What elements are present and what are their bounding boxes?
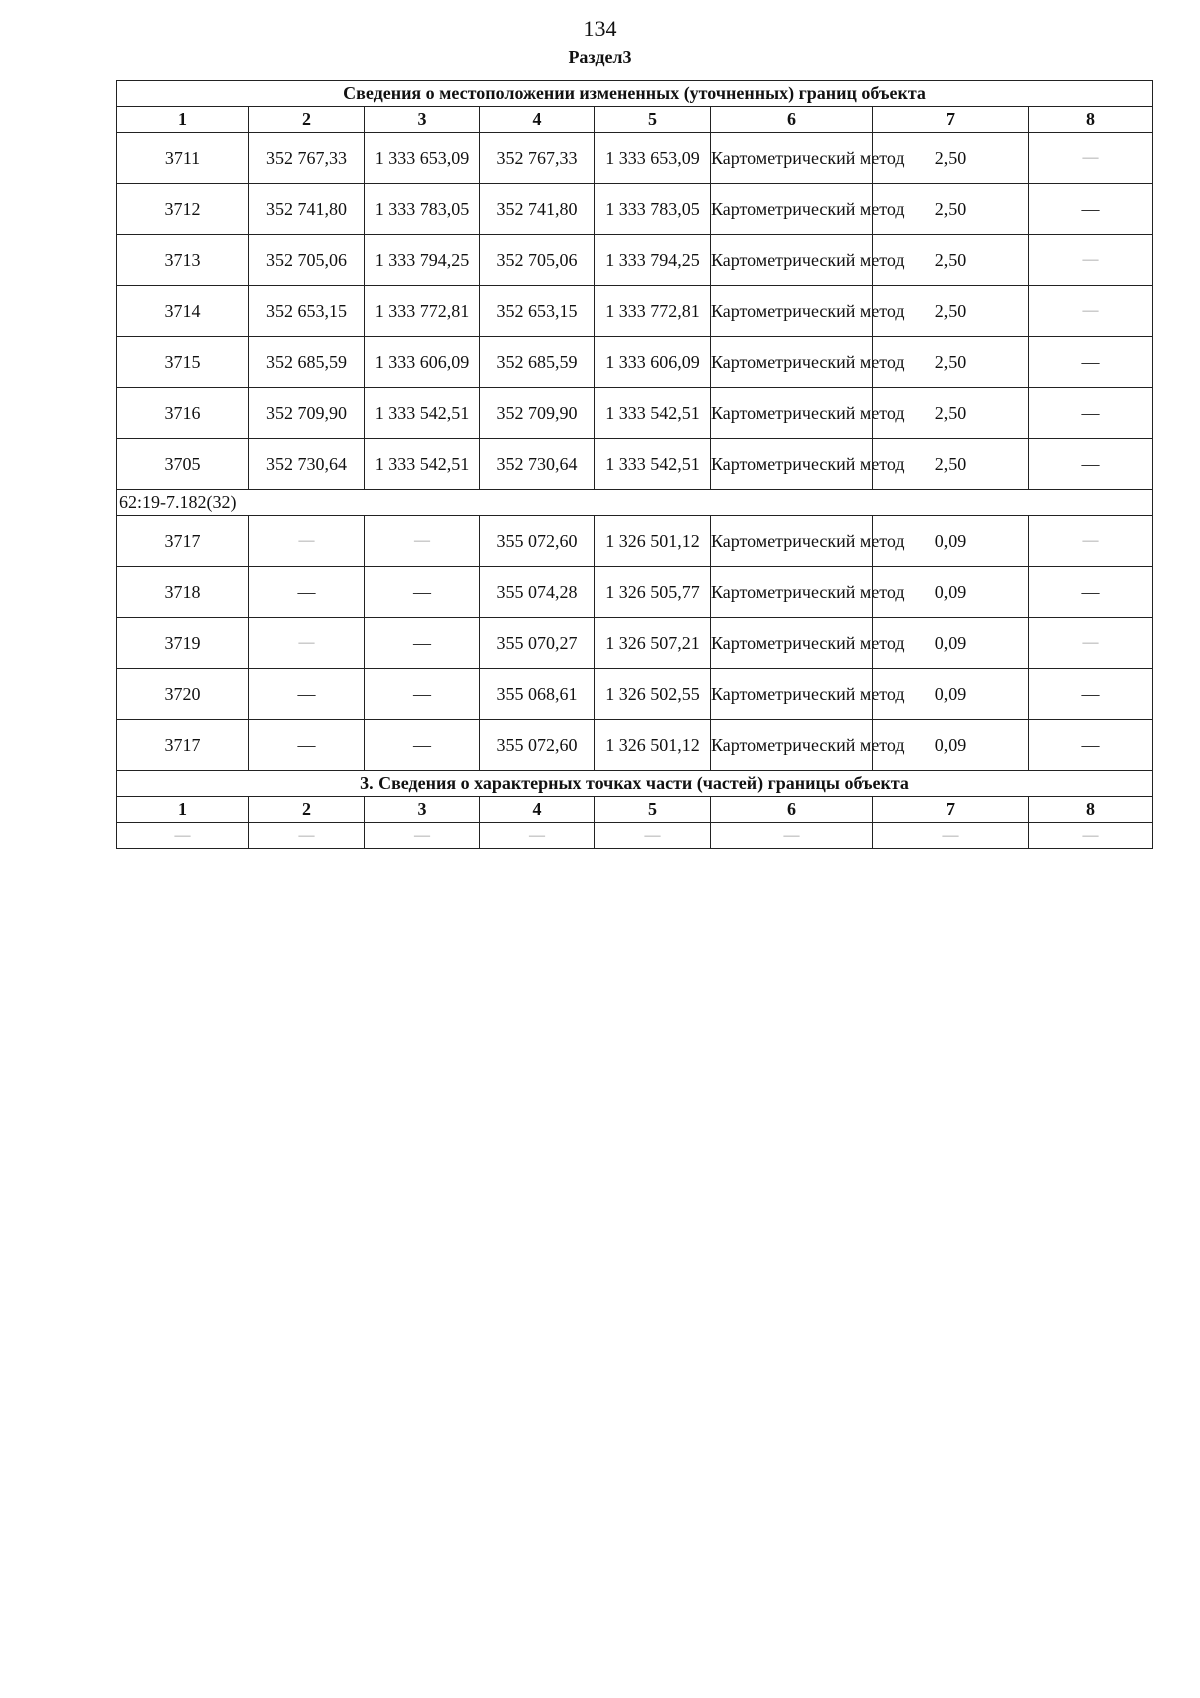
- value-cell: 0,09: [873, 720, 1029, 771]
- table-header-row: [117, 107, 1153, 133]
- empty-value-cell: —: [365, 516, 480, 567]
- method-cell: Картометрический метод: [711, 133, 873, 184]
- empty-value-cell: —: [365, 567, 480, 618]
- value-cell: 1 333 783,05: [595, 184, 711, 235]
- column-header-6: 6: [711, 797, 873, 823]
- empty-value-cell: —: [1029, 516, 1153, 567]
- value-cell: 1 333 542,51: [365, 388, 480, 439]
- value-cell: 352 730,64: [480, 439, 595, 490]
- value-cell: 352 653,15: [480, 286, 595, 337]
- value-cell: 1 333 783,05: [365, 184, 480, 235]
- empty-value-cell: —: [249, 618, 365, 669]
- table-row: [117, 337, 1153, 388]
- empty-value-cell: —: [480, 823, 595, 849]
- value-cell: 352 653,15: [249, 286, 365, 337]
- value-cell: 3711: [117, 133, 249, 184]
- value-cell: 2,50: [873, 133, 1029, 184]
- value-cell: 1 333 542,51: [595, 439, 711, 490]
- empty-value-cell: —: [249, 669, 365, 720]
- value-cell: 1 333 606,09: [365, 337, 480, 388]
- method-cell: Картометрический метод: [711, 516, 873, 567]
- empty-value-cell: —: [249, 516, 365, 567]
- value-cell: 1 333 772,81: [365, 286, 480, 337]
- value-cell: 3714: [117, 286, 249, 337]
- empty-value-cell: —: [1029, 669, 1153, 720]
- value-cell: 1 333 653,09: [595, 133, 711, 184]
- table-title: [117, 81, 1153, 107]
- value-cell: 3705: [117, 439, 249, 490]
- empty-value-cell: —: [249, 567, 365, 618]
- empty-value-cell: —: [1029, 618, 1153, 669]
- section3-title: [117, 771, 1153, 797]
- group-label-row: [117, 490, 1153, 516]
- empty-value-cell: —: [249, 823, 365, 849]
- table-row: [117, 618, 1153, 669]
- method-cell: Картометрический метод: [711, 720, 873, 771]
- column-header-8: 8: [1029, 107, 1153, 133]
- value-cell: 3712: [117, 184, 249, 235]
- value-cell: 1 333 542,51: [595, 388, 711, 439]
- empty-value-cell: —: [1029, 184, 1153, 235]
- value-cell: 355 070,27: [480, 618, 595, 669]
- value-cell: 3718: [117, 567, 249, 618]
- value-cell: 0,09: [873, 669, 1029, 720]
- value-cell: 2,50: [873, 235, 1029, 286]
- column-header-3: 3: [365, 107, 480, 133]
- value-cell: 1 326 502,55: [595, 669, 711, 720]
- table-row: [117, 516, 1153, 567]
- value-cell: 0,09: [873, 567, 1029, 618]
- value-cell: 2,50: [873, 439, 1029, 490]
- value-cell: 352 741,80: [480, 184, 595, 235]
- empty-value-cell: —: [249, 720, 365, 771]
- value-cell: 352 709,90: [249, 388, 365, 439]
- value-cell: 352 709,90: [480, 388, 595, 439]
- value-cell: 1 333 772,81: [595, 286, 711, 337]
- value-cell: 1 333 794,25: [595, 235, 711, 286]
- value-cell: 3716: [117, 388, 249, 439]
- empty-value-cell: —: [1029, 823, 1153, 849]
- table-row: [117, 133, 1153, 184]
- column-header-1: 1: [117, 107, 249, 133]
- table-row: [117, 669, 1153, 720]
- value-cell: 0,09: [873, 516, 1029, 567]
- value-cell: 352 767,33: [480, 133, 595, 184]
- table-row: [117, 439, 1153, 490]
- column-header-8: 8: [1029, 797, 1153, 823]
- column-header-7: 7: [873, 107, 1029, 133]
- column-header-7: 7: [873, 797, 1029, 823]
- table-row: [117, 184, 1153, 235]
- table-row: [117, 286, 1153, 337]
- group-label: 62:19-7.182(32): [117, 490, 1153, 516]
- value-cell: 1 326 501,12: [595, 720, 711, 771]
- method-cell: Картометрический метод: [711, 337, 873, 388]
- column-header-4: 4: [480, 107, 595, 133]
- method-cell: Картометрический метод: [711, 618, 873, 669]
- value-cell: 352 741,80: [249, 184, 365, 235]
- value-cell: 1 326 507,21: [595, 618, 711, 669]
- value-cell: 1 333 606,09: [595, 337, 711, 388]
- value-cell: 352 730,64: [249, 439, 365, 490]
- column-header-5: 5: [595, 797, 711, 823]
- value-cell: 3717: [117, 516, 249, 567]
- value-cell: 352 705,06: [249, 235, 365, 286]
- value-cell: 1 326 505,77: [595, 567, 711, 618]
- value-cell: 3713: [117, 235, 249, 286]
- empty-value-cell: —: [1029, 439, 1153, 490]
- section-title: Раздел3: [568, 47, 632, 67]
- value-cell: 2,50: [873, 286, 1029, 337]
- value-cell: 3715: [117, 337, 249, 388]
- column-header-1: 1: [117, 797, 249, 823]
- empty-value-cell: —: [1029, 337, 1153, 388]
- value-cell: 2,50: [873, 388, 1029, 439]
- empty-value-cell: —: [873, 823, 1029, 849]
- section3-title-cell: 3. Сведения о характерных точках части (частей) границы объекта: [117, 771, 1153, 797]
- value-cell: 352 767,33: [249, 133, 365, 184]
- empty-value-cell: —: [365, 669, 480, 720]
- method-cell: Картометрический метод: [711, 235, 873, 286]
- value-cell: 355 072,60: [480, 516, 595, 567]
- empty-value-cell: —: [595, 823, 711, 849]
- value-cell: 355 068,61: [480, 669, 595, 720]
- method-cell: Картометрический метод: [711, 439, 873, 490]
- value-cell: 2,50: [873, 337, 1029, 388]
- table-row: [117, 235, 1153, 286]
- value-cell: 0,09: [873, 618, 1029, 669]
- value-cell: 355 074,28: [480, 567, 595, 618]
- column-header-4: 4: [480, 797, 595, 823]
- empty-value-cell: —: [1029, 286, 1153, 337]
- value-cell: 1 326 501,12: [595, 516, 711, 567]
- value-cell: 352 685,59: [249, 337, 365, 388]
- column-header-3: 3: [365, 797, 480, 823]
- empty-value-cell: —: [1029, 567, 1153, 618]
- empty-value-cell: —: [365, 618, 480, 669]
- page-number: 134: [583, 16, 617, 41]
- column-header-5: 5: [595, 107, 711, 133]
- value-cell: 1 333 653,09: [365, 133, 480, 184]
- table-row: [117, 388, 1153, 439]
- value-cell: 3717: [117, 720, 249, 771]
- empty-value-cell: —: [711, 823, 873, 849]
- value-cell: 352 705,06: [480, 235, 595, 286]
- boundary-table: [116, 80, 1153, 849]
- table-row: [117, 720, 1153, 771]
- section3-empty-row: [117, 823, 1153, 849]
- method-cell: Картометрический метод: [711, 388, 873, 439]
- table-title-cell: Сведения о местоположении измененных (уточненных) границ объекта: [117, 81, 1153, 107]
- section3-header-row: [117, 797, 1153, 823]
- column-header-6: 6: [711, 107, 873, 133]
- method-cell: Картометрический метод: [711, 286, 873, 337]
- value-cell: 2,50: [873, 184, 1029, 235]
- value-cell: 355 072,60: [480, 720, 595, 771]
- method-cell: Картометрический метод: [711, 567, 873, 618]
- column-header-2: 2: [249, 797, 365, 823]
- value-cell: 3720: [117, 669, 249, 720]
- value-cell: 1 333 794,25: [365, 235, 480, 286]
- empty-value-cell: —: [1029, 133, 1153, 184]
- value-cell: 1 333 542,51: [365, 439, 480, 490]
- value-cell: 3719: [117, 618, 249, 669]
- empty-value-cell: —: [1029, 235, 1153, 286]
- empty-value-cell: —: [365, 720, 480, 771]
- method-cell: Картометрический метод: [711, 669, 873, 720]
- empty-value-cell: —: [1029, 388, 1153, 439]
- column-header-2: 2: [249, 107, 365, 133]
- table-row: [117, 567, 1153, 618]
- empty-value-cell: —: [365, 823, 480, 849]
- empty-value-cell: —: [117, 823, 249, 849]
- empty-value-cell: —: [1029, 720, 1153, 771]
- value-cell: 352 685,59: [480, 337, 595, 388]
- method-cell: Картометрический метод: [711, 184, 873, 235]
